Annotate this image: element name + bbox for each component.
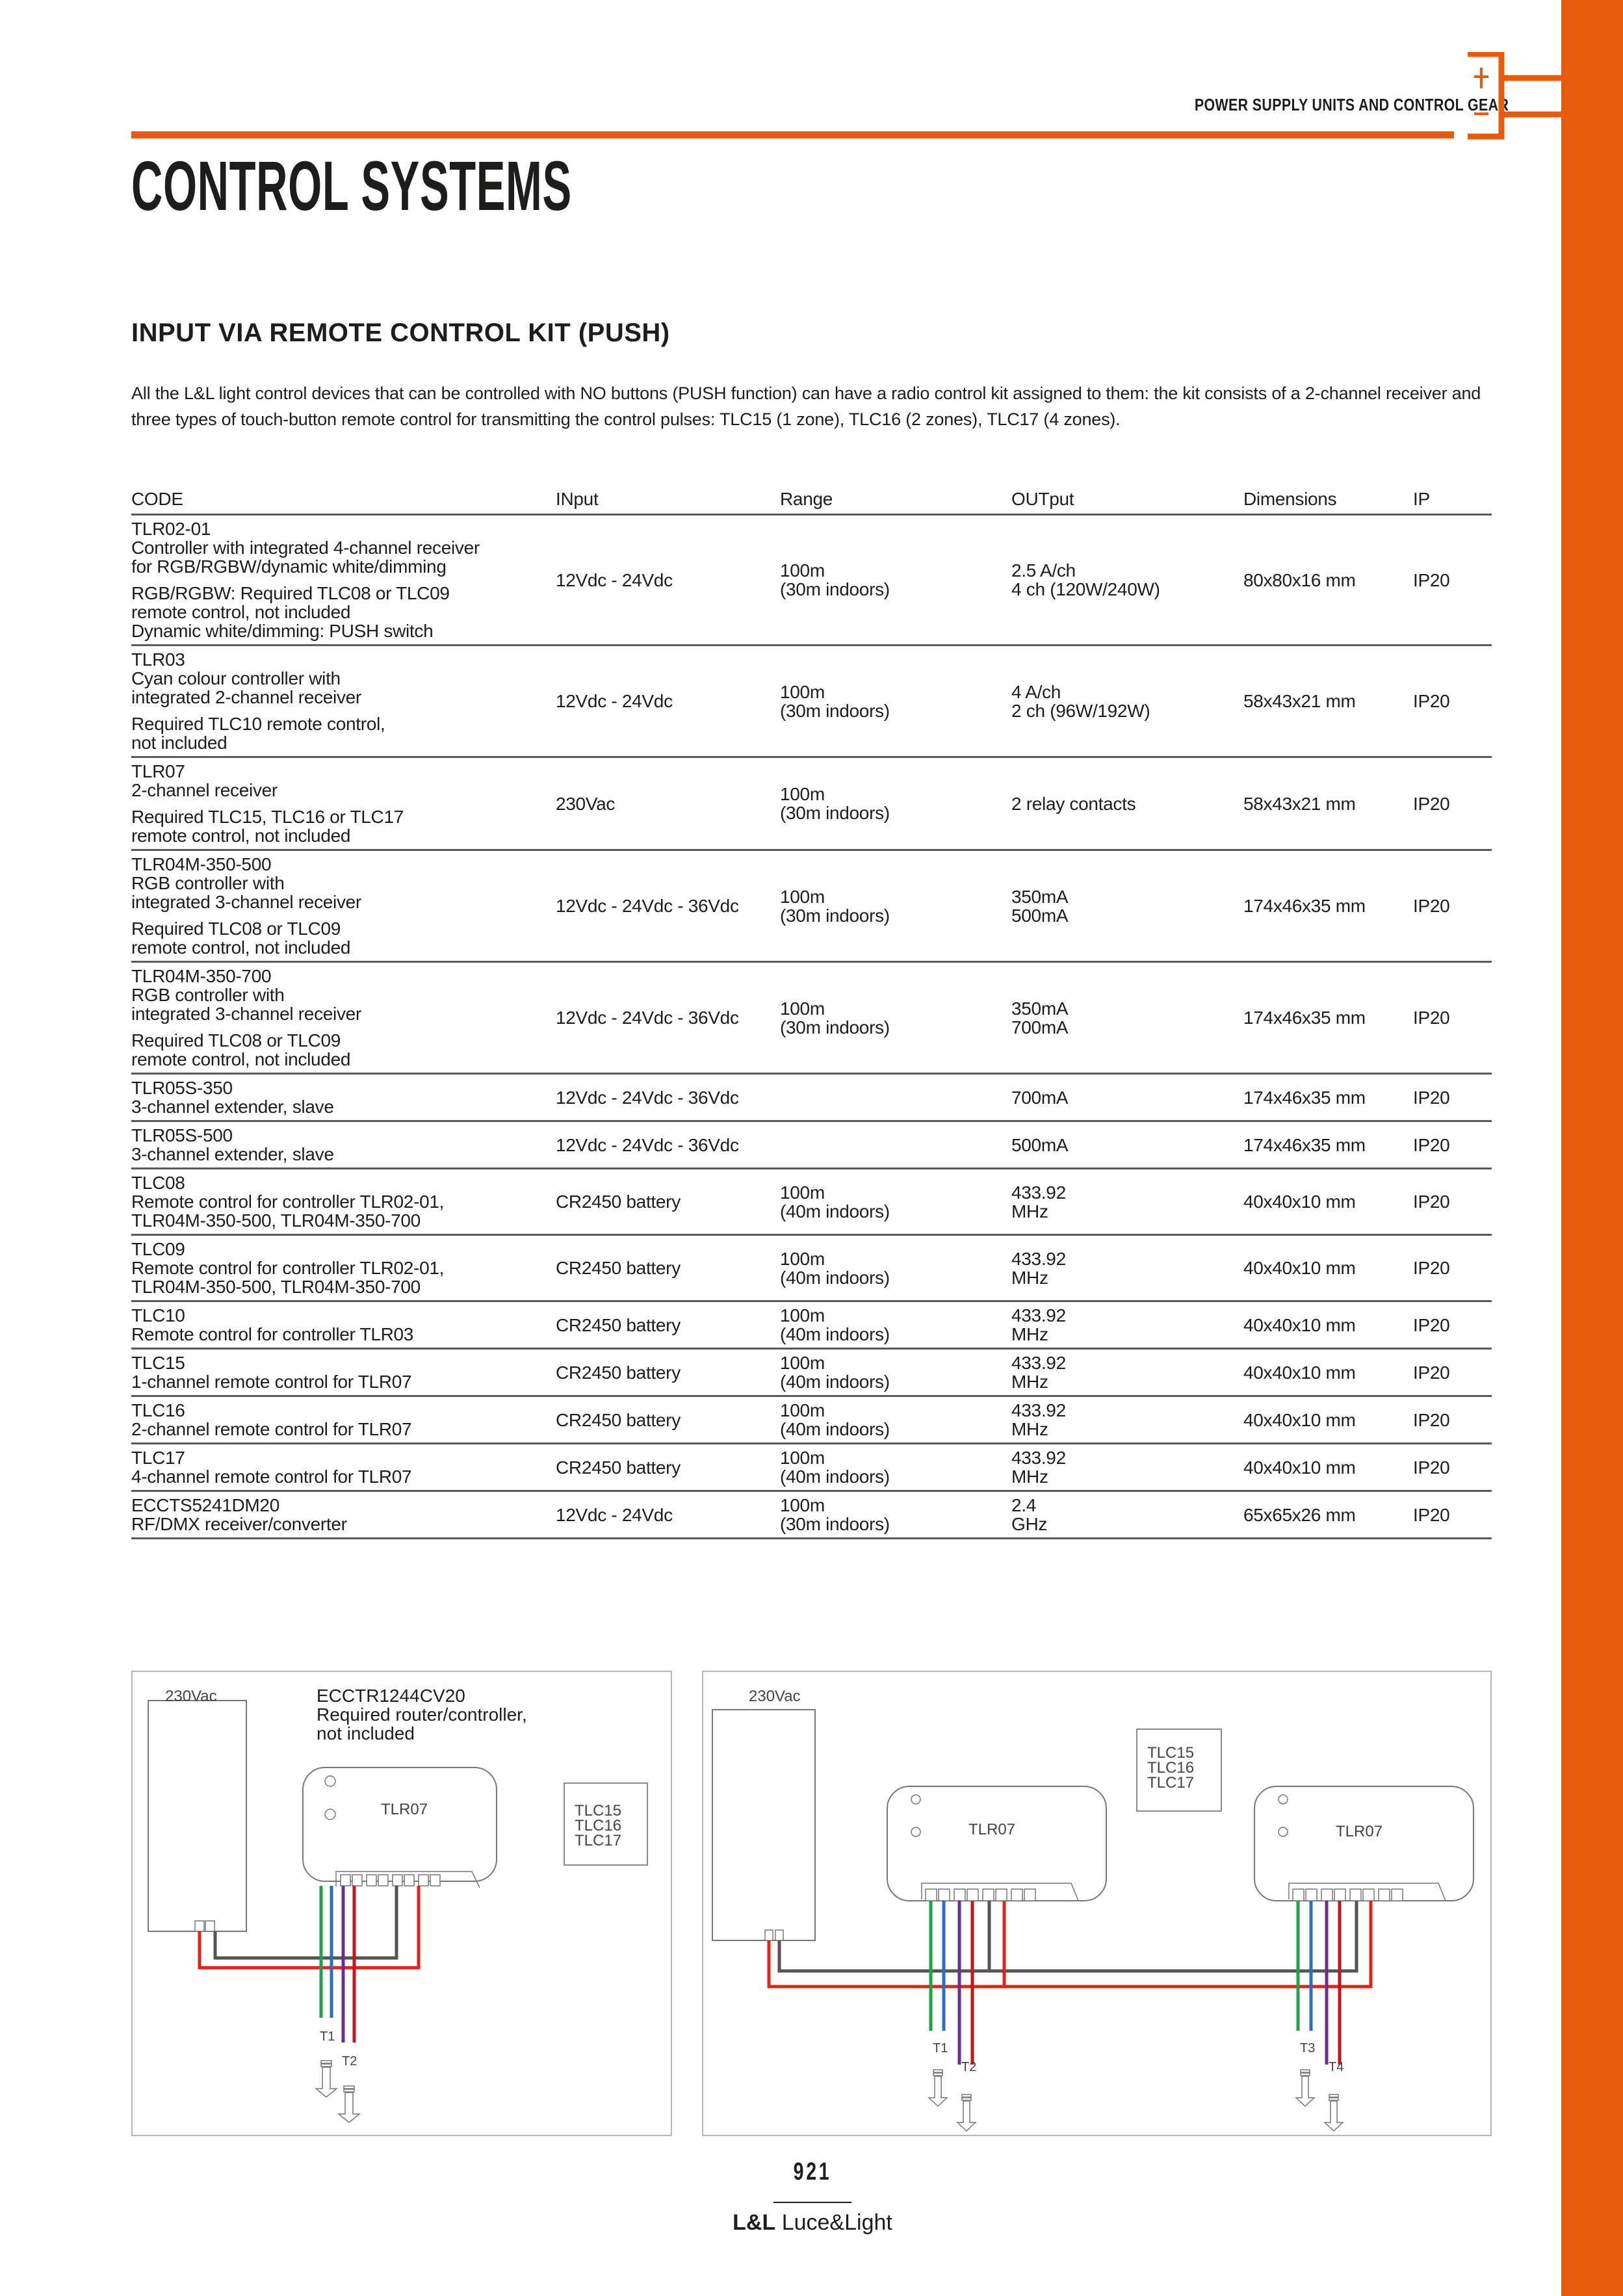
power-supply-box: [712, 1710, 815, 1940]
cell-range: 100m (40m indoors): [780, 1169, 1011, 1235]
product-description: Controller with integrated 4-channel receiver for RGB/RGBW/dynamic white/dimming: [131, 538, 480, 577]
product-code: TLR05S-500: [131, 1125, 233, 1145]
header-rule: [131, 131, 1454, 138]
product-note: RGB/RGBW: Required TLC08 or TLC09 remote control, not included Dynamic white/dimming: PUSH switch: [131, 583, 450, 641]
wiring-diagram-single: [131, 1671, 672, 2136]
cell-ip: IP20: [1413, 757, 1492, 850]
cell-range: 100m (40m indoors): [780, 1396, 1011, 1444]
cell-code: [131, 1444, 556, 1491]
cell-output: 500mA: [1011, 1121, 1243, 1169]
intro-paragraph: All the L&L light control devices that can be controlled with NO buttons (PUSH function) can have a radio control kit assigned to them: the kit consists of a 2-channel receiver and three types of touch-button remote control for transmitting the control pulses: TLC15 (1 zone), TLC16 (2 zones), TLC17 (4 zones).: [131, 384, 1481, 429]
cell-ip: IP20: [1413, 1235, 1492, 1301]
product-code: TLR07: [131, 761, 185, 781]
cell-ip: IP20: [1413, 1301, 1492, 1349]
cell-range: 100m (30m indoors): [780, 850, 1011, 962]
cell-code: [131, 1491, 556, 1539]
output-arrow-icon: [957, 2094, 976, 2131]
cell-code: [131, 850, 556, 962]
cell-input: CR2450 battery: [556, 1169, 780, 1235]
table-row: [131, 1349, 1492, 1396]
product-description: Remote control for controller TLR02-01, TLR04M-350-500, TLR04M-350-700: [131, 1192, 445, 1231]
cell-dimensions: 40x40x10 mm: [1243, 1235, 1413, 1301]
table-row: [131, 850, 1492, 962]
cell-dimensions: 40x40x10 mm: [1243, 1349, 1413, 1396]
header-output: OUTput: [1011, 481, 1243, 515]
cell-dimensions: 65x65x26 mm: [1243, 1491, 1413, 1539]
table-row: [131, 1121, 1492, 1169]
receiver-label-1: TLR07: [968, 1821, 1016, 1838]
cell-ip: IP20: [1413, 850, 1492, 962]
cell-range: 100m (40m indoors): [780, 1349, 1011, 1396]
cell-output: 700mA: [1011, 1074, 1243, 1121]
product-description: 1-channel remote control for TLR07: [131, 1372, 412, 1392]
cell-ip: IP20: [1413, 515, 1492, 646]
cell-dimensions: 174x46x35 mm: [1243, 1121, 1413, 1169]
wiring-diagram-double: [702, 1671, 1492, 2136]
cell-output: 433.92 MHz: [1011, 1235, 1243, 1301]
table-row: [131, 1169, 1492, 1235]
product-note: Required TLC08 or TLC09 remote control, not included: [131, 919, 351, 958]
receiver-label-2: TLR07: [1336, 1823, 1383, 1840]
page-title: CONTROL SYSTEMS: [131, 146, 572, 225]
cell-ip: IP20: [1413, 646, 1492, 757]
cell-output: 350mA 500mA: [1011, 850, 1243, 962]
product-code: TLC09: [131, 1239, 185, 1259]
table-row: [131, 757, 1492, 850]
table-row: [131, 962, 1492, 1074]
product-note: Required TLC08 or TLC09 remote control, not included: [131, 1030, 351, 1069]
cell-dimensions: 174x46x35 mm: [1243, 962, 1413, 1074]
table-row: [131, 1074, 1492, 1121]
header-ip: IP: [1413, 481, 1492, 515]
cell-input: 12Vdc - 24Vdc: [556, 646, 780, 757]
product-code: TLC08: [131, 1173, 185, 1193]
power-supply-box: [148, 1701, 246, 1931]
product-description: 2-channel receiver: [131, 780, 278, 800]
cell-code: [131, 1169, 556, 1235]
product-code: TLC10: [131, 1305, 185, 1325]
cell-input: 12Vdc - 24Vdc - 36Vdc: [556, 1121, 780, 1169]
cell-dimensions: 174x46x35 mm: [1243, 850, 1413, 962]
section-title: INPUT VIA REMOTE CONTROL KIT (PUSH): [131, 319, 670, 347]
router-note: ECCTR1244CV20 Required router/controller, not included: [317, 1686, 527, 1743]
cell-ip: IP20: [1413, 1349, 1492, 1396]
cell-range: [780, 1121, 1011, 1169]
supply-label: 230Vac: [165, 1688, 217, 1705]
cell-input: 12Vdc - 24Vdc - 36Vdc: [556, 962, 780, 1074]
cell-code: [131, 1349, 556, 1396]
cell-input: CR2450 battery: [556, 1301, 780, 1349]
remotes-label: TLC15 TLC16 TLC17: [1147, 1744, 1195, 1792]
cell-code: [131, 1301, 556, 1349]
remotes-label: TLC15 TLC16 TLC17: [575, 1802, 622, 1849]
cell-ip: IP20: [1413, 1444, 1492, 1491]
product-description: RF/DMX receiver/converter: [131, 1514, 347, 1534]
product-description: Remote control for controller TLR03: [131, 1324, 414, 1344]
cell-range: 100m (30m indoors): [780, 1491, 1011, 1539]
cell-ip: IP20: [1413, 1396, 1492, 1444]
product-note: Required TLC15, TLC16 or TLC17 remote control, not included: [131, 807, 404, 846]
cell-input: 230Vac: [556, 757, 780, 850]
header-input: INput: [556, 481, 780, 515]
cell-input: 12Vdc - 24Vdc - 36Vdc: [556, 1074, 780, 1121]
product-code: TLR04M-350-500: [131, 854, 272, 874]
cell-range: 100m (30m indoors): [780, 757, 1011, 850]
cell-code: [131, 962, 556, 1074]
output-label-t1: T1: [320, 2029, 335, 2044]
cell-code: [131, 646, 556, 757]
cell-output: 350mA 700mA: [1011, 962, 1243, 1074]
table-row: [131, 1491, 1492, 1539]
product-code: TLR05S-350: [131, 1078, 233, 1098]
cell-output: 2.4 GHz: [1011, 1491, 1243, 1539]
product-description: 2-channel remote control for TLR07: [131, 1419, 412, 1439]
cell-input: 12Vdc - 24Vdc: [556, 1491, 780, 1539]
cell-dimensions: 58x43x21 mm: [1243, 646, 1413, 757]
cell-output: 433.92 MHz: [1011, 1169, 1243, 1235]
product-description: RGB controller with integrated 3-channel receiver: [131, 985, 361, 1024]
cell-range: 100m (30m indoors): [780, 515, 1011, 646]
header-code: CODE: [131, 481, 556, 515]
cell-input: 12Vdc - 24Vdc - 36Vdc: [556, 850, 780, 962]
cell-input: 12Vdc - 24Vdc: [556, 515, 780, 646]
wiring-diagram-double-drawing: [703, 1672, 1493, 2137]
product-code: TLC15: [131, 1353, 185, 1373]
output-label-t3: T3: [1300, 2041, 1316, 2055]
product-code: TLC17: [131, 1448, 185, 1468]
output-arrow-icon: [339, 2086, 359, 2122]
cell-output: 2.5 A/ch 4 ch (120W/240W): [1011, 515, 1243, 646]
cell-ip: IP20: [1413, 1074, 1492, 1121]
receiver-label: TLR07: [381, 1801, 428, 1818]
table-row: [131, 1444, 1492, 1491]
table-body: [131, 515, 1492, 1539]
cell-code: [131, 1121, 556, 1169]
cell-input: CR2450 battery: [556, 1444, 780, 1491]
battery-plus-minus-icon: [1462, 52, 1561, 140]
table-header-row: [131, 481, 1492, 515]
cell-dimensions: 58x43x21 mm: [1243, 757, 1413, 850]
side-accent-bar: [1561, 0, 1623, 2296]
product-description: Cyan colour controller with integrated 2-channel receiver: [131, 668, 361, 707]
cell-ip: IP20: [1413, 962, 1492, 1074]
cell-output: 4 A/ch 2 ch (96W/192W): [1011, 646, 1243, 757]
output-arrow-icon: [1325, 2094, 1343, 2131]
cell-output: 433.92 MHz: [1011, 1349, 1243, 1396]
cell-output: 433.92 MHz: [1011, 1396, 1243, 1444]
cell-code: [131, 1074, 556, 1121]
product-description: RGB controller with integrated 3-channel receiver: [131, 873, 361, 912]
cell-range: 100m (40m indoors): [780, 1235, 1011, 1301]
cell-dimensions: 80x80x16 mm: [1243, 515, 1413, 646]
header-dimensions: Dimensions: [1243, 481, 1413, 515]
product-code: TLC16: [131, 1400, 185, 1420]
cell-range: [780, 1074, 1011, 1121]
product-code: ECCTS5241DM20: [131, 1495, 279, 1515]
cell-output: 433.92 MHz: [1011, 1444, 1243, 1491]
cell-output: 433.92 MHz: [1011, 1301, 1243, 1349]
brand-name: Luce&Light: [775, 2210, 892, 2235]
table-row: [131, 1235, 1492, 1301]
header-range: Range: [780, 481, 1011, 515]
output-label-t2: T2: [342, 2054, 357, 2068]
product-note: Required TLC10 remote control, not included: [131, 714, 385, 753]
table-row: [131, 646, 1492, 757]
cell-ip: IP20: [1413, 1169, 1492, 1235]
cell-input: CR2450 battery: [556, 1349, 780, 1396]
spec-table: [131, 481, 1492, 1539]
cell-input: CR2450 battery: [556, 1235, 780, 1301]
cell-code: [131, 1235, 556, 1301]
footer-rule: [773, 2202, 851, 2203]
cell-output: 2 relay contacts: [1011, 757, 1243, 850]
cell-dimensions: 174x46x35 mm: [1243, 1074, 1413, 1121]
cell-dimensions: 40x40x10 mm: [1243, 1444, 1413, 1491]
receiver-box: [303, 1768, 497, 1881]
cell-ip: IP20: [1413, 1491, 1492, 1539]
table-row: [131, 1301, 1492, 1349]
output-label-t1: T1: [933, 2041, 948, 2055]
cell-dimensions: 40x40x10 mm: [1243, 1301, 1413, 1349]
product-code: TLR02-01: [131, 519, 211, 539]
cell-range: 100m (40m indoors): [780, 1301, 1011, 1349]
output-label-t4: T4: [1329, 2060, 1344, 2074]
cell-range: 100m (30m indoors): [780, 962, 1011, 1074]
table-row: [131, 515, 1492, 646]
cell-code: [131, 757, 556, 850]
cell-code: [131, 1396, 556, 1444]
brand-logo: [650, 2210, 975, 2236]
output-arrow-icon: [1296, 2070, 1314, 2106]
cell-dimensions: 40x40x10 mm: [1243, 1169, 1413, 1235]
cell-range: 100m (30m indoors): [780, 646, 1011, 757]
section-label: POWER SUPPLY UNITS AND CONTROL GEAR: [1194, 95, 1509, 114]
cell-input: CR2450 battery: [556, 1396, 780, 1444]
output-arrow-icon: [929, 2070, 947, 2106]
cell-code: [131, 515, 556, 646]
page-number: 921: [793, 2158, 832, 2185]
brand-bold: L&L: [733, 2210, 776, 2235]
table-row: [131, 1396, 1492, 1444]
product-description: 3-channel extender, slave: [131, 1144, 334, 1164]
supply-label: 230Vac: [749, 1688, 801, 1705]
output-label-t2: T2: [961, 2060, 977, 2074]
output-arrow-icon: [316, 2061, 337, 2097]
product-code: TLR03: [131, 649, 185, 670]
product-description: 3-channel extender, slave: [131, 1097, 334, 1117]
cell-dimensions: 40x40x10 mm: [1243, 1396, 1413, 1444]
product-description: Remote control for controller TLR02-01, TLR04M-350-500, TLR04M-350-700: [131, 1258, 445, 1297]
product-code: TLR04M-350-700: [131, 966, 272, 986]
cell-range: 100m (40m indoors): [780, 1444, 1011, 1491]
product-description: 4-channel remote control for TLR07: [131, 1467, 412, 1487]
cell-ip: IP20: [1413, 1121, 1492, 1169]
